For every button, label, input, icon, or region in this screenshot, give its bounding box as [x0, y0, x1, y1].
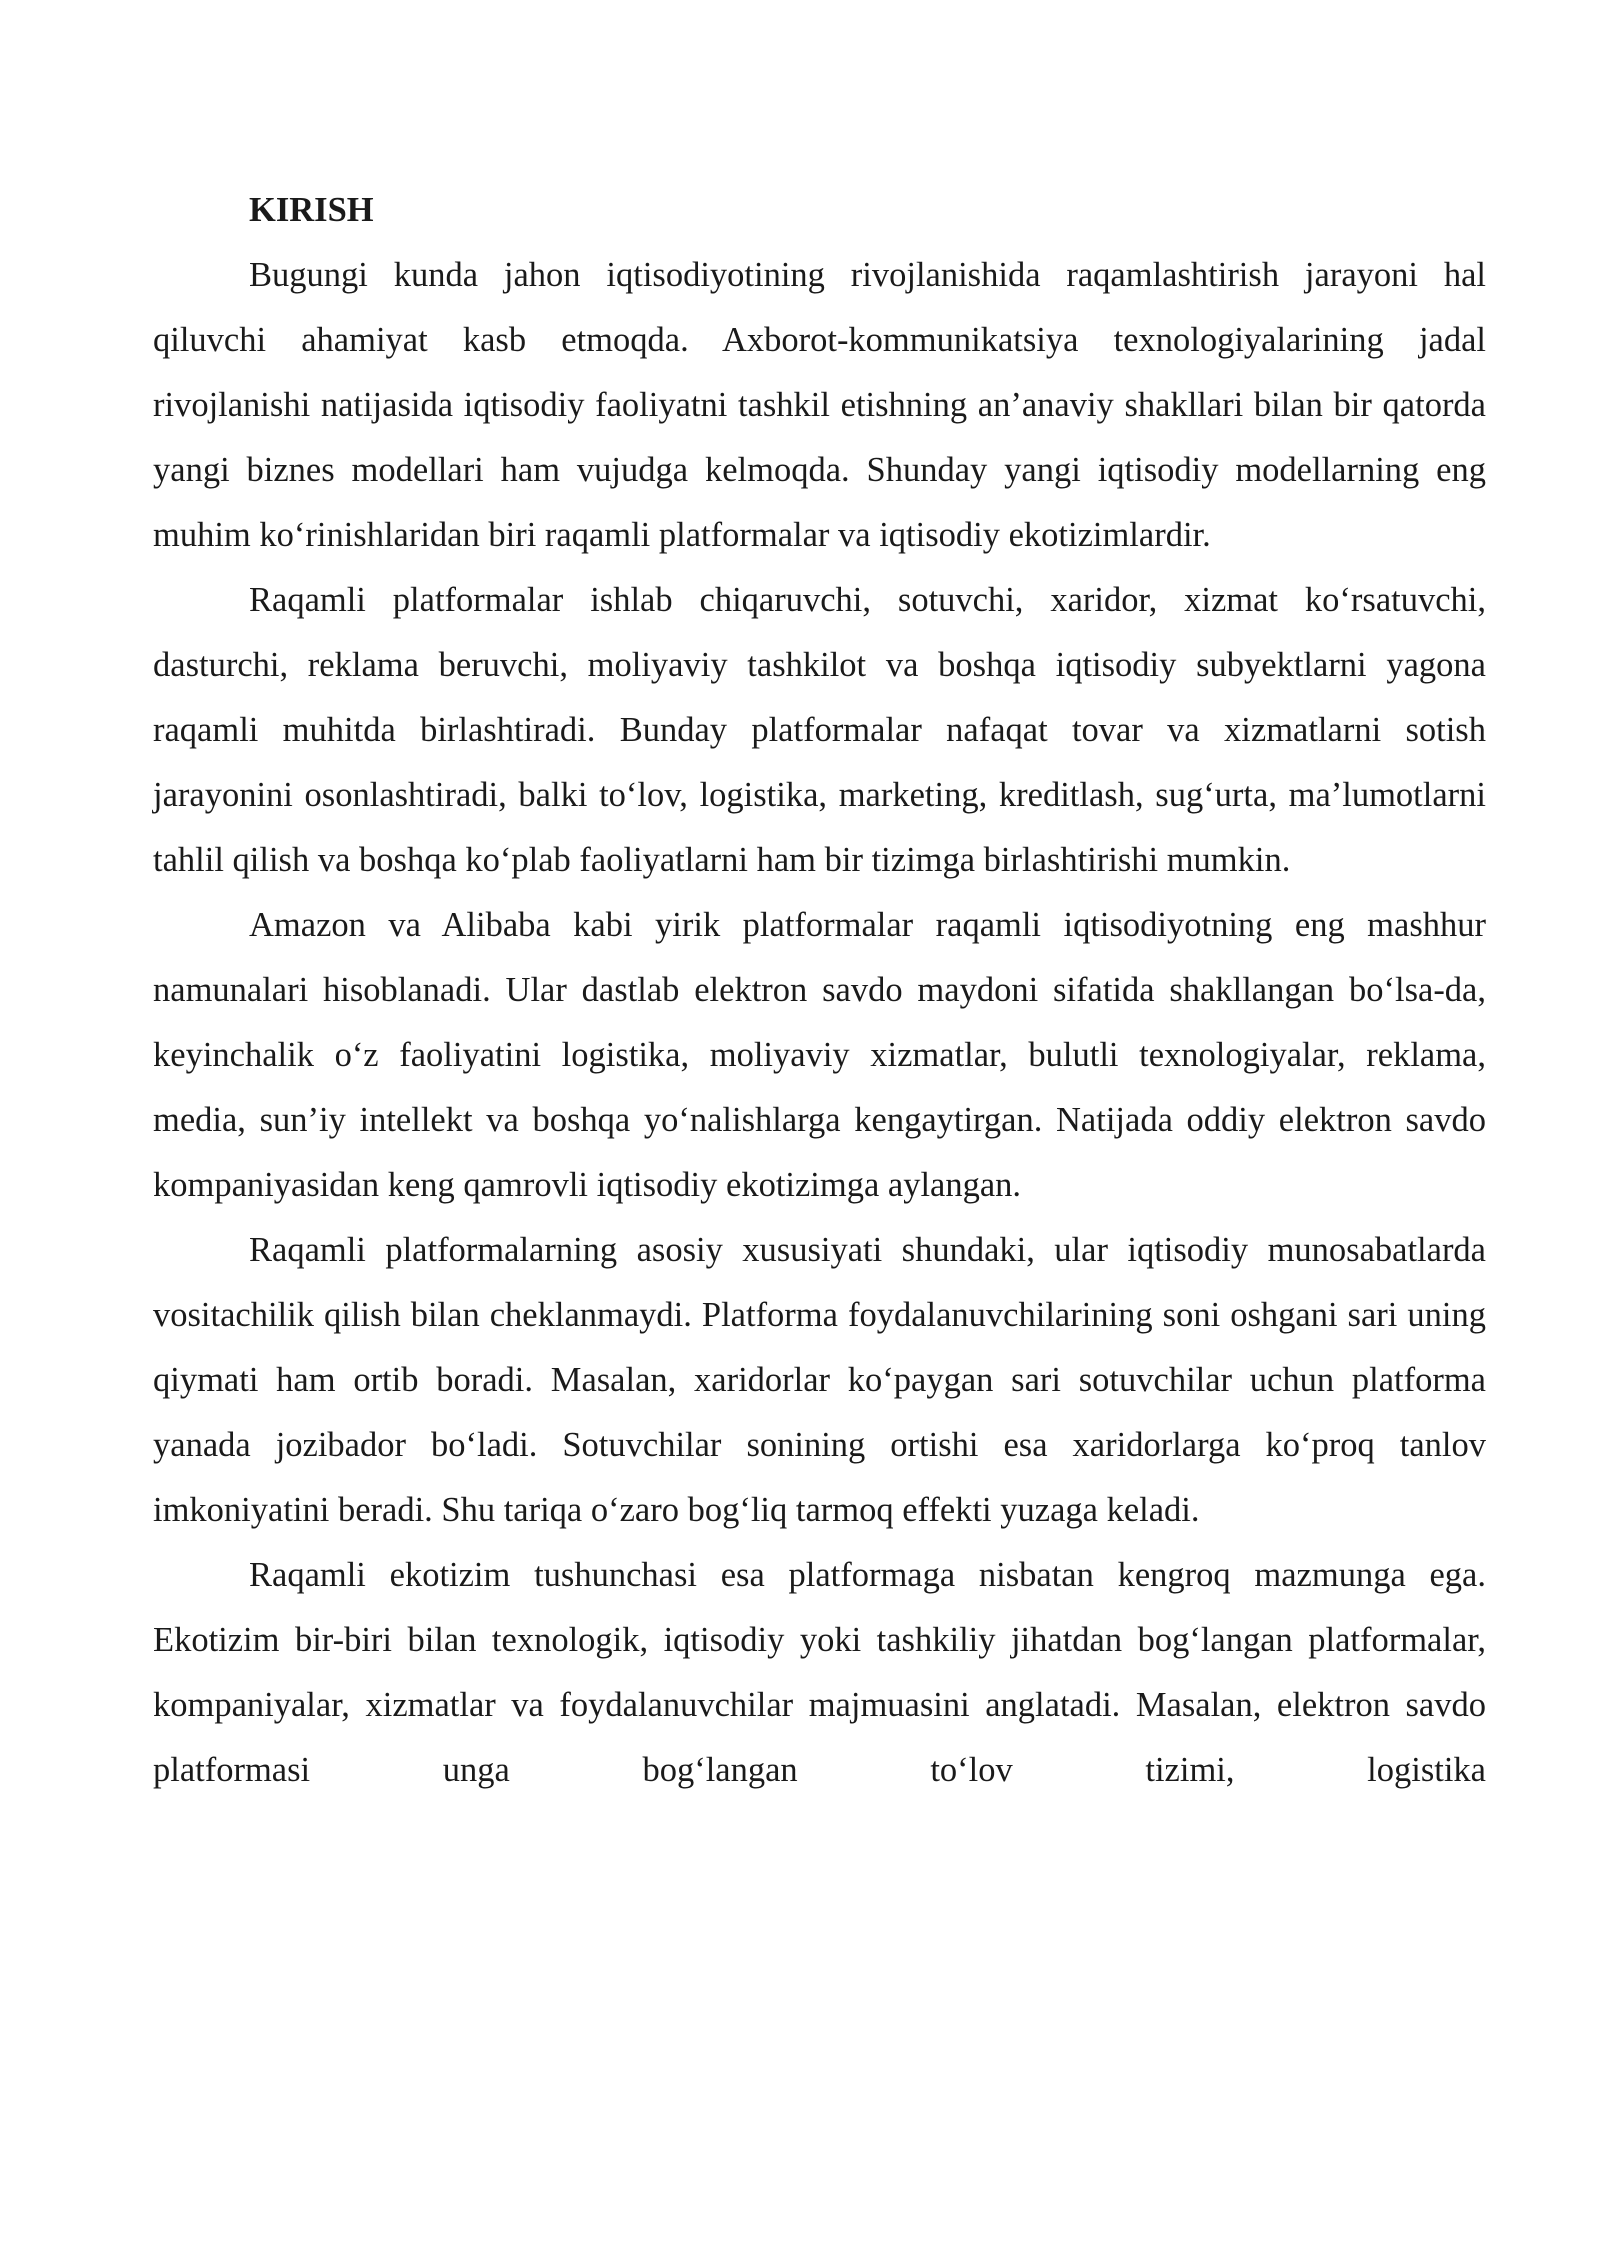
paragraph-4: Raqamli platformalarning asosiy xususiyati shundaki, ular iqtisodiy munosabatlarda vositachilik qilish bilan cheklanmaydi. Platforma foydalanuvchilarining soni oshgani sari uning qiymati ham ortib boradi. Masalan, xaridorlar ko‘paygan sari sotuvchilar uchun platforma yanada jozibador bo‘ladi. Sotuvchilar sonining ortishi esa xaridorlarga ko‘proq tanlov imkoniyatini beradi. Shu tariqa o‘zaro bog‘liq tarmoq effekti yuzaga keladi. [153, 1231, 1486, 1529]
paragraph-2: Raqamli platformalar ishlab chiqaruvchi, sotuvchi, xaridor, xizmat ko‘rsatuvchi, dasturchi, reklama beruvchi, moliyaviy tashkilot va boshqa iqtisodiy subyektlarni yagona raqamli muhitda birlashtiradi. Bunday platformalar nafaqat tovar va xizmatlarni sotish jarayonini osonlashtiradi, balki to‘lov, logistika, marketing, kreditlash, sug‘urta, ma’lumotlarni tahlil qilish va boshqa ko‘plab faoliyatlarni ham bir tizimga birlashtirishi mumkin. [153, 581, 1486, 879]
section-heading: KIRISH [249, 191, 374, 229]
document-body [153, 178, 1486, 1803]
paragraph-3: Amazon va Alibaba kabi yirik platformalar raqamli iqtisodiyotning eng mashhur namunalari hisoblanadi. Ular dastlab elektron savdo maydoni sifatida shakllangan bo‘lsa-da, keyinchalik o‘z faoliyatini logistika, moliyaviy xizmatlar, bulutli texnologiyalar, reklama, media, sun’iy intellekt va boshqa yo‘nalishlarga kengaytirgan. Natijada oddiy elektron savdo kompaniyasidan keng qamrovli iqtisodiy ekotizimga aylangan. [153, 906, 1486, 1204]
paragraph-1: Bugungi kunda jahon iqtisodiyotining rivojlanishida raqamlashtirish jarayoni hal qiluvchi ahamiyat kasb etmoqda. Axborot-kommunikatsiya texnologiyalarining jadal rivojlanishi natijasida iqtisodiy faoliyatni tashkil etishning an’anaviy shakllari bilan bir qatorda yangi biznes modellari ham vujudga kelmoqda. Shunday yangi iqtisodiy modellarning eng muhim ko‘rinishlaridan biri raqamli platformalar va iqtisodiy ekotizimlardir. [153, 256, 1486, 554]
paragraph-5: Raqamli ekotizim tushunchasi esa platformaga nisbatan kengroq mazmunga ega. Ekotizim bir-biri bilan texnologik, iqtisodiy yoki tashkiliy jihatdan bog‘langan platformalar, kompaniyalar, xizmatlar va foydalanuvchilar majmuasini anglatadi. Masalan, elektron savdo platformasi unga bog‘langan to‘lov tizimi, logistika [153, 1556, 1486, 1789]
